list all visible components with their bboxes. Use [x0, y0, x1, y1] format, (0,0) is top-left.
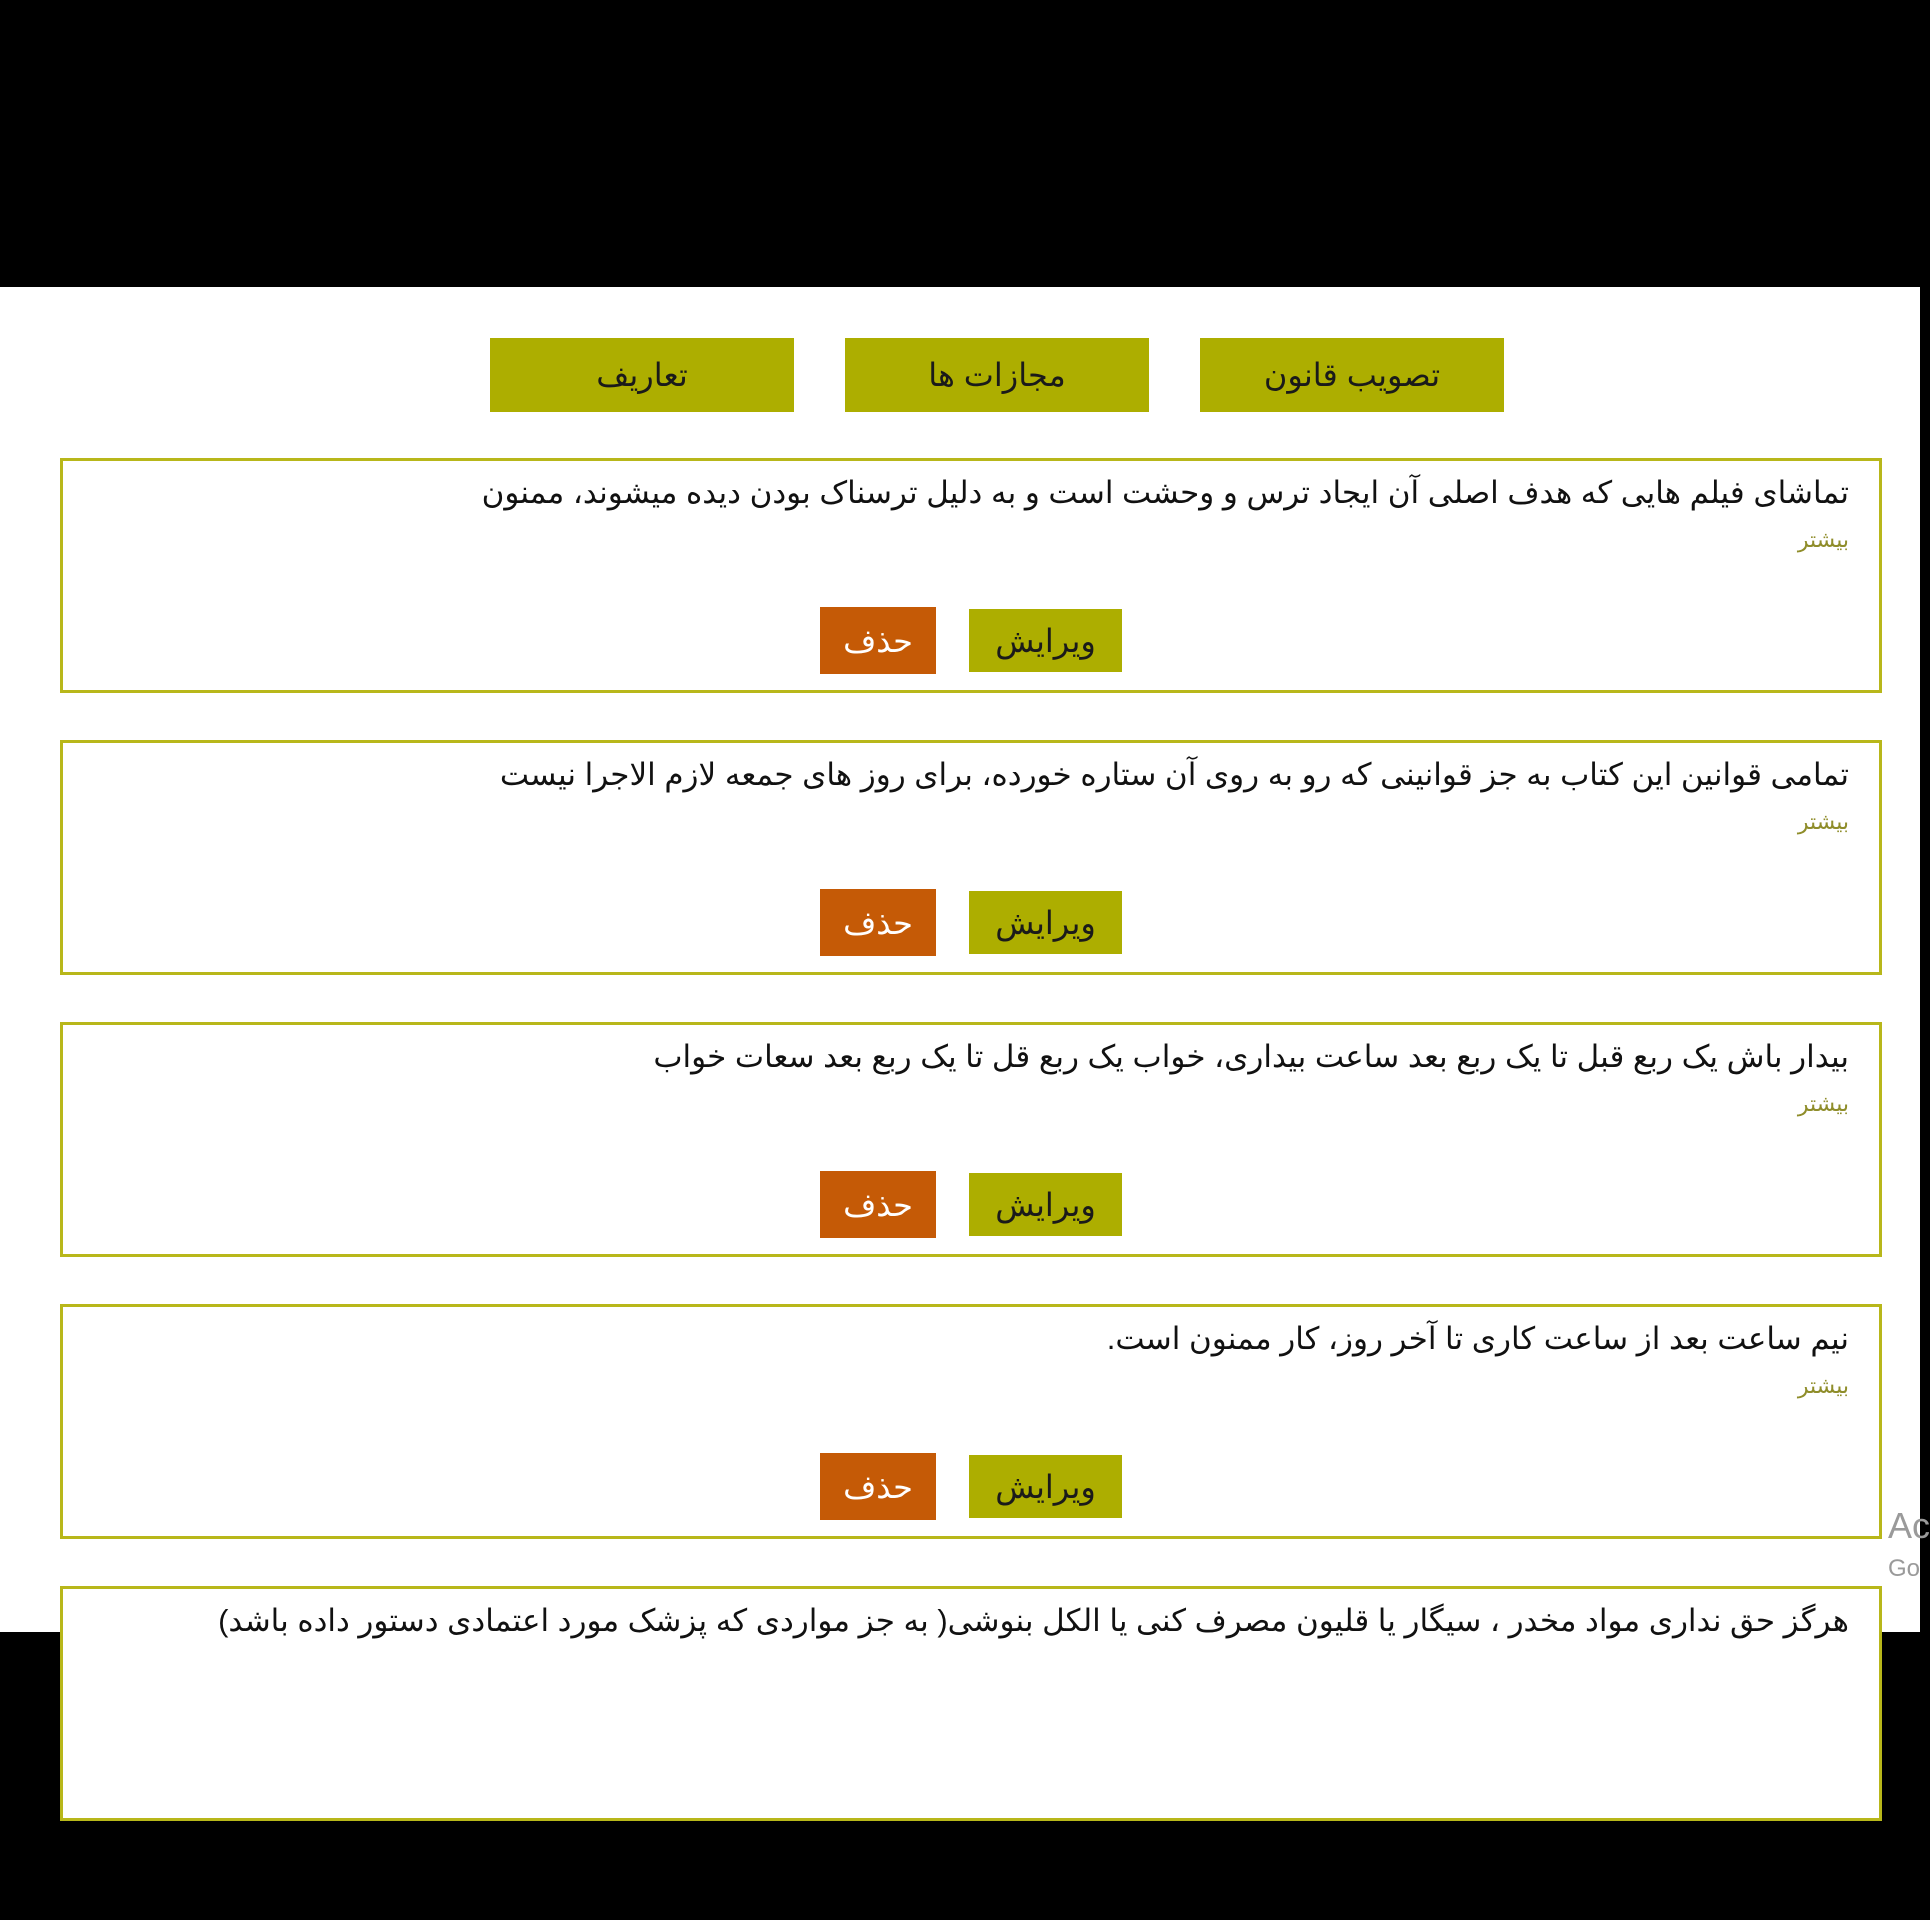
- rule-card: [60, 740, 1882, 975]
- more-link[interactable]: بیشتر: [1797, 809, 1849, 834]
- edit-button[interactable]: ویرایش: [969, 1455, 1122, 1518]
- rule-card: [60, 458, 1882, 693]
- delete-button[interactable]: حذف: [820, 607, 936, 674]
- rule-text: تمامی قوانین این کتاب به جز قوانینی که رو به روی آن ستاره خورده، برای روز های جمعه لازم الاجرا نیست: [499, 757, 1849, 792]
- page-viewport: [0, 287, 1930, 1638]
- delete-button[interactable]: حذف: [820, 1171, 936, 1238]
- side-overlay-line2: Go: [1888, 1555, 1921, 1582]
- edit-button[interactable]: ویرایش: [969, 609, 1122, 672]
- delete-button[interactable]: حذف: [820, 1453, 936, 1520]
- rule-text: هرگز حق نداری مواد مخدر ، سیگار یا قلیون مصرف کنی یا الکل بنوشی( به جز مواردی که پزشک مورد اعتمادی دستور داده باشد): [218, 1603, 1849, 1638]
- nav-penalties-button[interactable]: مجازات ها: [845, 338, 1149, 412]
- rule-text: نیم ساعت بعد از ساعت کاری تا آخر روز، کار ممنون است.: [1106, 1321, 1849, 1356]
- more-link[interactable]: بیشتر: [1797, 1373, 1849, 1398]
- rule-card: [60, 1022, 1882, 1257]
- more-link[interactable]: بیشتر: [1797, 1091, 1849, 1116]
- rule-text: بیدار باش یک ربع قبل تا یک ربع بعد ساعت بیداری، خواب یک ربع قل تا یک ربع بعد سعات خواب: [653, 1039, 1849, 1074]
- delete-button[interactable]: حذف: [820, 889, 936, 956]
- edit-button[interactable]: ویرایش: [969, 1173, 1122, 1236]
- side-overlay-line1: Ac: [1888, 1505, 1930, 1546]
- nav-law-approval-button[interactable]: تصویب قانون: [1200, 338, 1504, 412]
- rule-card: [60, 1304, 1882, 1539]
- more-link[interactable]: بیشتر: [1797, 527, 1849, 552]
- nav-definitions-button[interactable]: تعاریف: [490, 338, 794, 412]
- edit-button[interactable]: ویرایش: [969, 891, 1122, 954]
- rule-text: تماشای فیلم هایی که هدف اصلی آن ایجاد ترس و وحشت است و به دلیل ترسناک بودن دیده میشوند، ممنون: [481, 475, 1849, 510]
- rule-card: [60, 1586, 1882, 1821]
